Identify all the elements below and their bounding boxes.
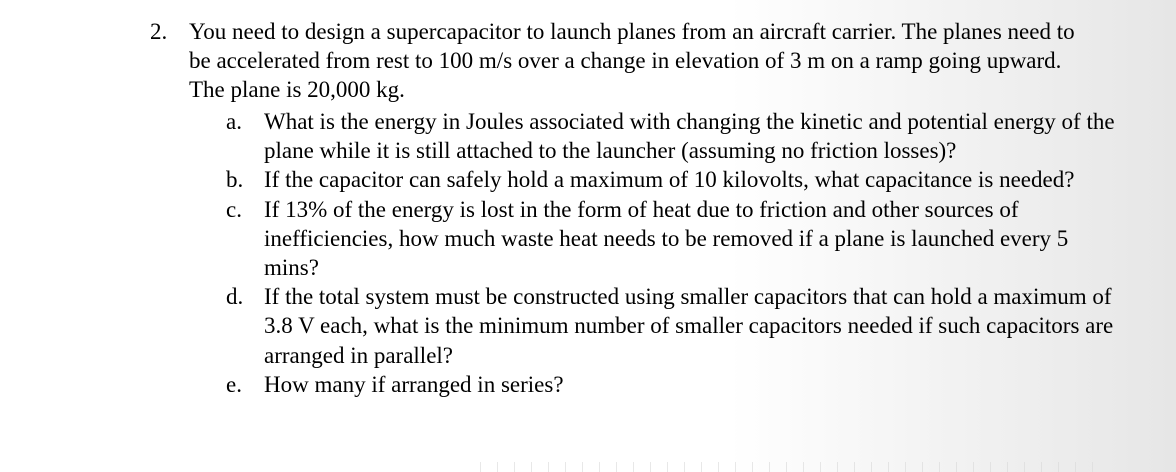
part-label: b. — [226, 167, 244, 193]
part-b — [226, 165, 1126, 194]
part-text: What is the energy in Joules associated with changing the kinetic and potential energy of the plane while it is still attached to the launcher (assuming no friction losses)? — [264, 109, 1115, 164]
ruler-ticks — [480, 462, 1100, 472]
part-text: If the capacitor can safely hold a maximum of 10 kilovolts, what capacitance is needed? — [264, 167, 1075, 193]
question-2 — [150, 17, 1110, 105]
part-text: If 13% of the energy is lost in the form of heat due to friction and other sources of inefficiencies, how much waste heat needs to be removed if a plane is launched every 5 mins? — [264, 196, 1069, 281]
part-a — [226, 107, 1126, 165]
part-d — [226, 282, 1126, 370]
part-label: c. — [226, 196, 242, 222]
part-text: If the total system must be constructed using smaller capacitors that can hold a maximum of 3.8 V each, what is the minimum number of smaller capacitors needed if such capacitors are arranged in parallel? — [264, 284, 1114, 368]
part-e — [226, 370, 1126, 399]
part-label: a. — [226, 109, 242, 134]
part-text: How many if arranged in series? — [264, 371, 564, 397]
question-text: You need to design a supercapacitor to launch planes from an aircraft carrier. The planes need to be accelerated from rest to 100 m/s over a change in elevation of 3 m on a ramp going upward. The plane is 20,000 kg. — [189, 19, 1075, 103]
part-label: d. — [226, 284, 244, 310]
question-number: 2. — [150, 19, 168, 44]
part-label: e. — [226, 371, 242, 397]
part-c — [226, 195, 1126, 283]
question-parts — [226, 107, 1126, 399]
